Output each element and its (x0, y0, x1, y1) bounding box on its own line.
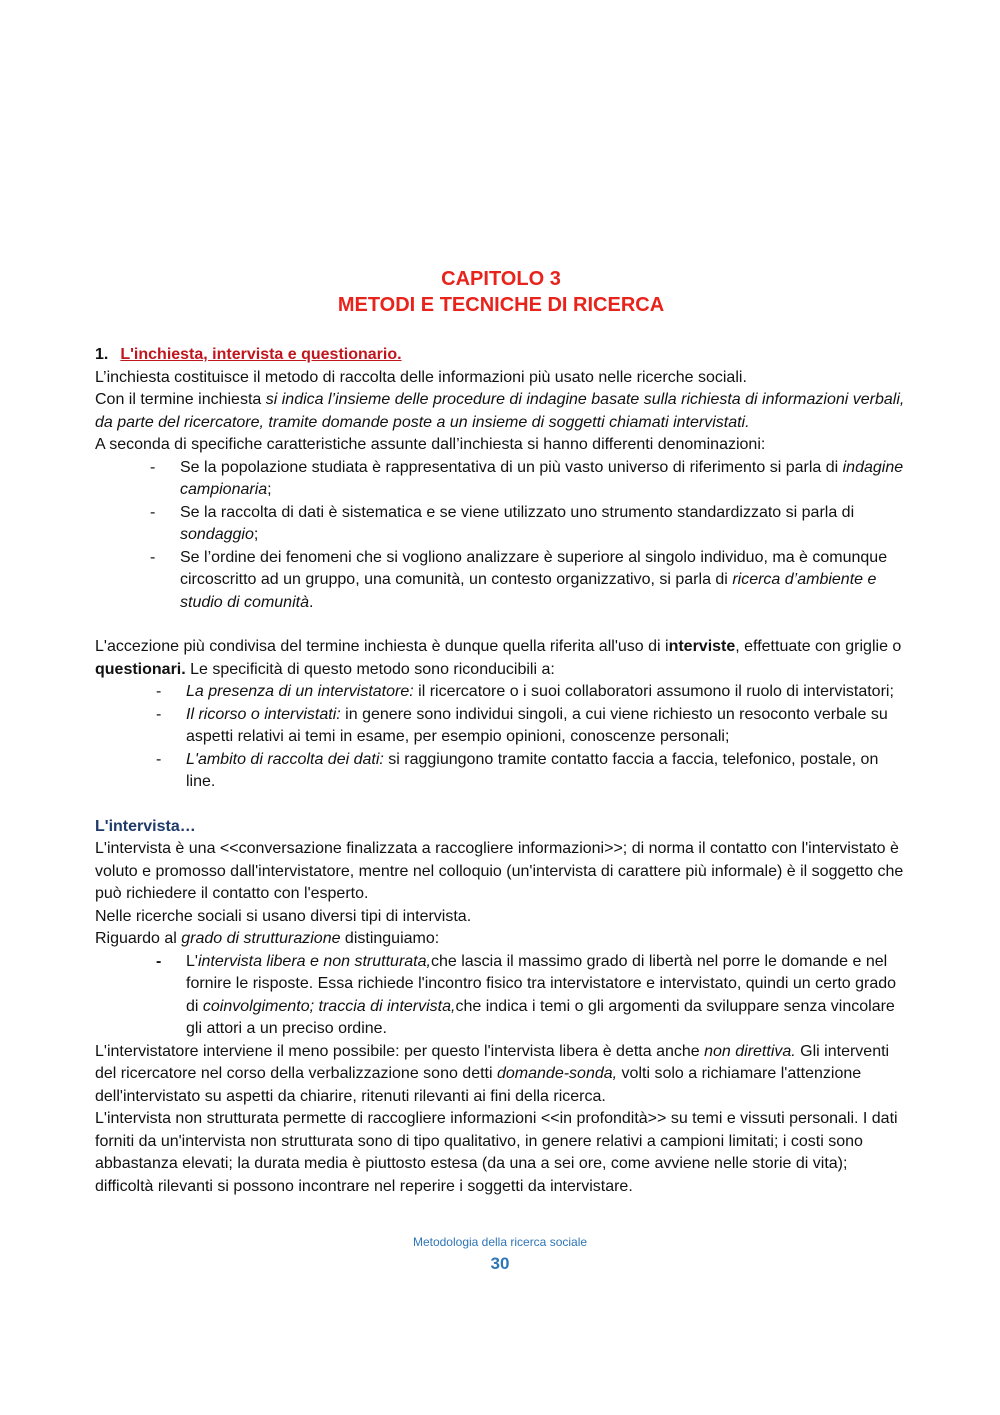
chapter-subtitle: METODI E TECNICHE DI RICERCA (337, 294, 665, 316)
list-specificita (95, 681, 907, 794)
text-run: L' (186, 952, 198, 970)
dash-bullet: - (156, 952, 162, 970)
text-run: L'accezione più condivisa del termine inchiesta è dunque quella riferita all'uso di i (95, 638, 669, 655)
list-item (95, 951, 907, 1041)
italic-text: si indica l’insieme delle procedure di indagine basate sulla richiesta di informazioni verbali, da parte del ricercatore, tramite domande poste a un insieme di soggetti chiamati intervistati. (95, 391, 905, 431)
list-item (95, 547, 907, 615)
list-item (95, 681, 907, 704)
chapter-title-block (95, 266, 907, 318)
italic-text: grado di strutturazione (181, 930, 341, 947)
text-run: il ricercatore o i suoi collaboratori assumono il ruolo di intervistatori; (413, 683, 894, 700)
section-heading (95, 344, 907, 367)
section-number: 1. (95, 346, 109, 363)
text-run: volti solo a richiamare l'attenzione dell'intervistato su aspetti da chiarire, ritenuti rilevanti ai fini della ricerca. (95, 1065, 862, 1105)
paragraph: L'intervista non strutturata permette di raccogliere informazioni <<in profondità>> su temi e vissuti personali. I dati forniti da un'intervista non strutturata sono di tipo qualitativo, in genere relativi a campioni limitati; i costi sono abbastanza elevati; la durata media è piuttosto estesa (da una a sei ore, come avviene nelle storie di vita); difficoltà rilevanti si possono incontrare nel reperire i soggetti da intervistare. (95, 1110, 898, 1195)
paragraph (95, 636, 907, 681)
text-run: Riguardo al (95, 930, 182, 947)
paragraph (95, 389, 907, 434)
subsection-heading: L'intervista… (95, 817, 196, 835)
dash-bullet: - (156, 750, 162, 768)
section-heading-label: L'inchiesta, intervista e questionario. (120, 346, 402, 363)
text-run: Le specificità di questo metodo sono riconducibili a: (185, 660, 555, 678)
bold-text: questionari. (95, 660, 186, 678)
dash-bullet: - (150, 548, 156, 566)
italic-text: domande-sonda, (497, 1065, 618, 1082)
paragraph: A seconda di specifiche caratteristiche assunte dall’inchiesta si hanno differenti denominazioni: (95, 436, 766, 453)
list-strutturazione (95, 951, 907, 1041)
dash-bullet: - (156, 705, 162, 723)
italic-text: ricerca d’ambiente e studio di comunità (180, 571, 877, 611)
dash-bullet: - (150, 458, 156, 476)
text-run: . (308, 593, 314, 611)
text-run: che lascia il massimo grado di libertà nel porre le domande e nel fornire le risposte. Essa richiede l'incontro fisico tra intervistatore e intervistato, quindi un certo grado di (186, 952, 897, 1015)
paragraph: Nelle ricerche sociali si usano diversi tipi di intervista. (95, 907, 472, 925)
spacer (95, 614, 907, 636)
bold-text: nterviste (668, 638, 736, 655)
list-item (95, 502, 907, 547)
italic-text: non direttiva. (704, 1042, 796, 1060)
paragraph (95, 1041, 907, 1109)
italic-text: intervista libera e non strutturata, (197, 952, 431, 970)
page-number: 30 (490, 1254, 510, 1273)
text-run: Gli interventi del ricercatore nel corso della verbalizzazione sono detti (95, 1042, 890, 1082)
text-run: ; (253, 526, 259, 543)
dash-bullet: - (150, 503, 156, 521)
list-item (95, 704, 907, 749)
text-run: Se l’ordine dei fenomeni che si vogliono analizzare è superiore al singolo individuo, ma è comunque circoscritto ad un gruppo, una comunità, un contesto organizzativo, si parla di (180, 548, 888, 588)
text-run: ; (267, 481, 272, 498)
text-run: distinguiamo: (340, 930, 440, 947)
italic-text: sondaggio (180, 526, 254, 543)
text-run: , effettuate con griglie o (735, 638, 902, 655)
text-run: si raggiungono tramite contatto faccia a faccia, telefonico, postale, on line. (186, 750, 879, 790)
text-run: L'intervistatore interviene il meno possibile: per questo l'intervista libera è detta anche (95, 1042, 705, 1060)
paragraph: L’inchiesta costituisce il metodo di raccolta delle informazioni più usato nelle ricerche sociali. (95, 368, 747, 386)
text-run: Se la popolazione studiata è rappresentativa di un più vasto universo di riferimento si parla di (180, 458, 843, 476)
list-denominazioni (95, 457, 907, 615)
italic-text: La presenza di un intervistatore: (186, 683, 414, 700)
chapter-title: CAPITOLO 3 (441, 268, 561, 290)
dash-bullet: - (156, 683, 162, 700)
italic-text: L'ambito di raccolta dei dati: (186, 750, 384, 768)
paragraph (95, 928, 907, 951)
italic-text: indagine campionaria (180, 458, 904, 498)
spacer (95, 794, 907, 816)
main-content (95, 344, 907, 1198)
list-item (95, 457, 907, 502)
footer-title: Metodologia della ricerca sociale (412, 1235, 588, 1249)
text-run: in genere sono individui singoli, a cui viene richiesto un resoconto verbale su aspetti relativi ai temi in esame, per esempio opinioni, conoscenze personali; (186, 705, 888, 745)
text-run: Se la raccolta di dati è sistematica e se viene utilizzato uno strumento standardizzato si parla di (180, 503, 855, 521)
italic-text: coinvolgimento; traccia di intervista, (202, 997, 456, 1015)
text-run: Con il termine inchiesta (95, 391, 266, 408)
text-run: che indica i temi o gli argomenti da sviluppare senza vincolare gli attori a un preciso ordine. (186, 997, 895, 1037)
list-item (95, 749, 907, 794)
italic-text: Il ricorso o intervistati: (186, 705, 341, 723)
paragraph: L'intervista è una <<conversazione finalizzata a raccogliere informazioni>>; di norma il contatto con l'intervistato è voluto e promosso dall'intervistatore, mentre nel colloquio (un'intervista di carattere più informale) è il soggetto che può richiedere il contatto con l'esperto. (95, 840, 904, 902)
